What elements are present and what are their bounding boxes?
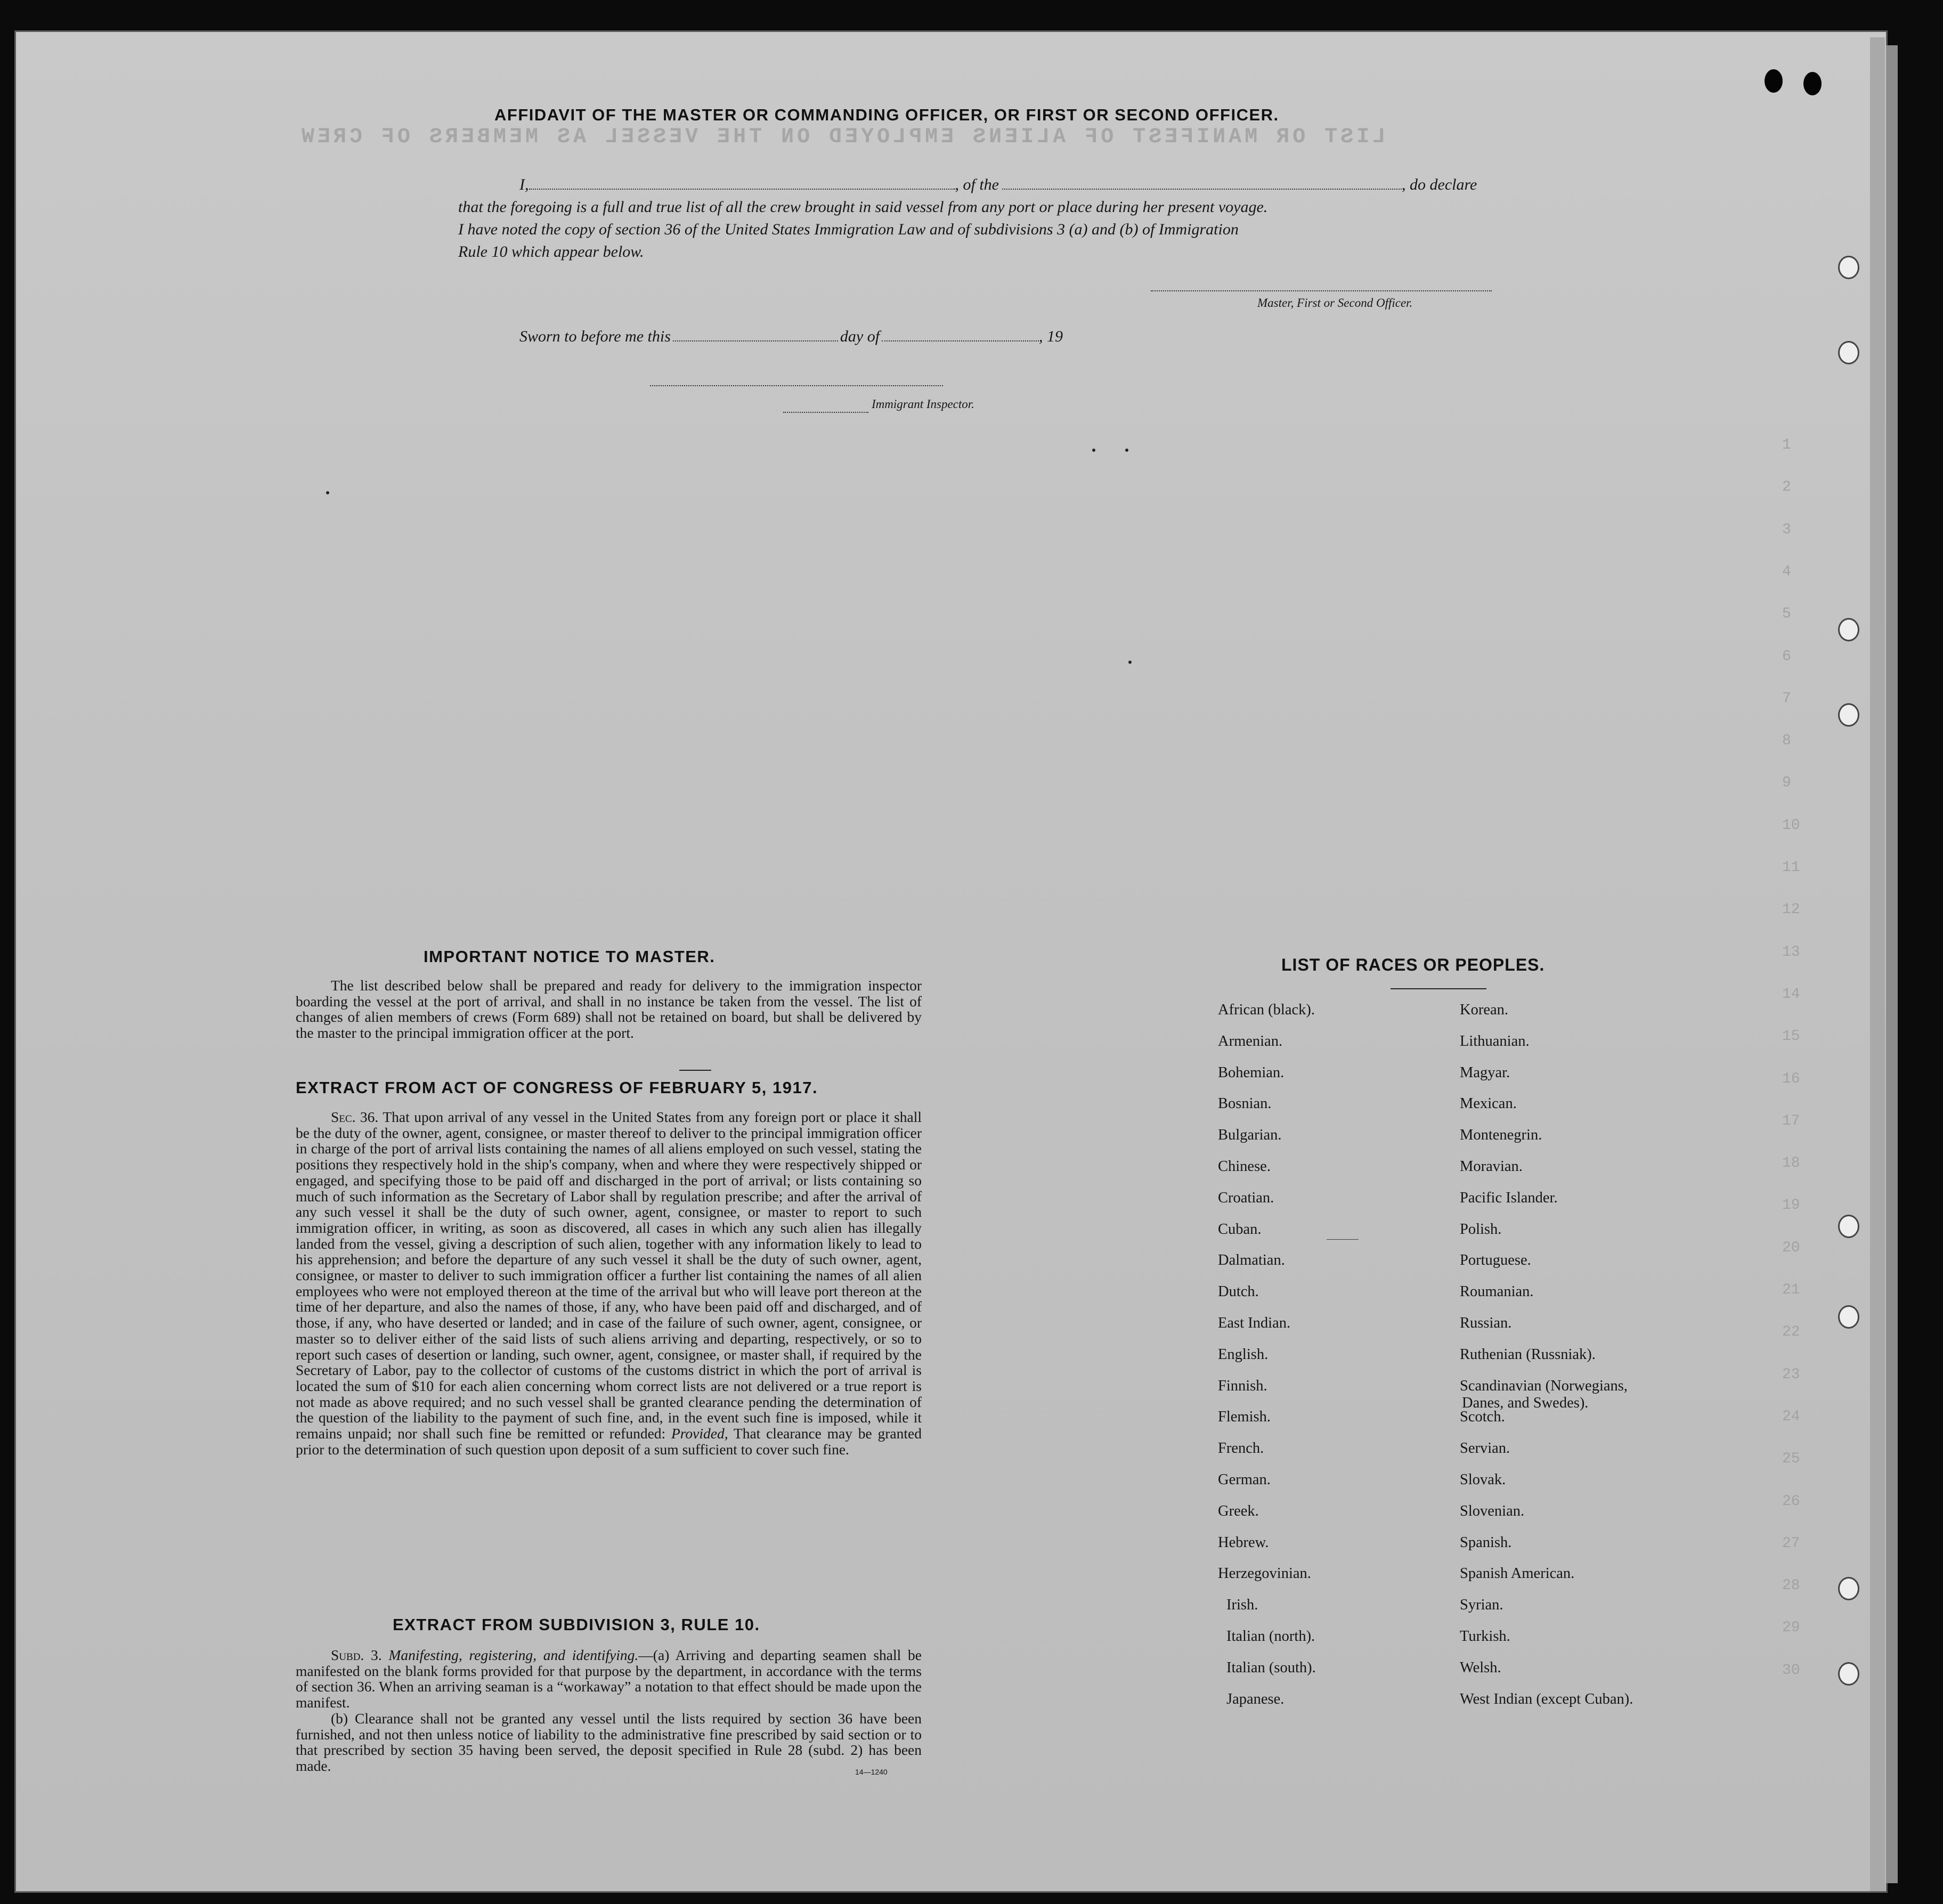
race-item: East Indian. [1218,1315,1291,1331]
sworn-month-blank[interactable] [882,340,1039,341]
master-signature-line[interactable] [1151,290,1492,291]
binder-hole [1838,1662,1859,1686]
bleed-through-row-number: 15 [1782,1028,1800,1045]
subd-b-paragraph: (b) Clearance shall not be granted any vessel until the lists required by section 36 have been furnished, and not then unless notice of liability to the administrative fine prescribed by said section or to that prescribed by section 35 having been served, the deposit specified in Rule 28 (subd. 2) has been made. [296,1710,922,1774]
inspector-signature-line-2[interactable] [783,412,868,413]
race-item: Irish. [1226,1597,1258,1614]
affidavit-title: AFFIDAVIT OF THE MASTER OR COMMANDING OFFICER, OR FIRST OR SECOND OFFICER. [494,105,1279,124]
race-item: Roumanian. [1460,1283,1534,1300]
section-36-end: That clearance may be granted prior to the determination of such question upon deposit of a sum sufficient to cover such fine. [296,1425,922,1458]
race-item: Greek. [1218,1502,1259,1519]
year-label: , 19 [1039,328,1063,345]
race-item: Dutch. [1218,1283,1259,1300]
binder-hole [1838,1577,1859,1600]
subd-a-paragraph [296,1647,922,1711]
race-item: Scotch. [1460,1409,1505,1426]
race-item: Portuguese. [1460,1252,1531,1269]
bleed-through-row-number: 4 [1782,563,1791,580]
race-item: Welsh. [1460,1659,1501,1676]
bleed-through-row-number: 13 [1782,943,1800,961]
ink-dot [1092,449,1095,452]
divider [1391,988,1486,989]
race-item: Croatian. [1218,1189,1274,1206]
extract-rule-title: EXTRACT FROM SUBDIVISION 3, RULE 10. [393,1615,760,1634]
bleed-through-row-number: 20 [1782,1239,1800,1256]
affidavit-line3: I have noted the copy of section 36 of the United States Immigration Law and of subdivisions 3 (a) and (b) of Immigration [458,221,1239,238]
section-label: Sec. 36. [331,1109,379,1125]
binder-hole [1838,1305,1859,1329]
bleed-through-row-number: 30 [1782,1662,1800,1679]
bleed-through-row-number: 3 [1782,521,1791,538]
race-item: Spanish. [1460,1534,1512,1551]
race-item: English. [1218,1346,1269,1363]
notice-paragraph: The list described below shall be prepared and ready for delivery to the immigration inspector boarding the vessel at the port of arrival, and shall in no instance be taken from the vessel. The list of changes of alien members of crews (Form 689) shall not be retained on board, but shall be delivered by the master to the principal immigration officer at the port. [296,977,922,1041]
bleed-through-row-number: 24 [1782,1408,1800,1425]
inspector-label: Immigrant Inspector. [872,397,974,411]
race-item: Flemish. [1218,1409,1271,1426]
page-edge [1870,37,1885,1891]
race-item: Cuban. [1218,1220,1262,1238]
race-item: Scandinavian (Norwegians, [1460,1377,1628,1394]
bleed-through-row-number: 9 [1782,775,1791,792]
races-title: LIST OF RACES OR PEOPLES. [1281,955,1545,974]
bleed-through-row-number: 28 [1782,1577,1800,1594]
bleed-through-row-number: 5 [1782,606,1791,623]
race-item: Russian. [1460,1315,1512,1331]
race-item: Korean. [1460,1002,1508,1018]
race-item: French. [1218,1440,1264,1457]
binder-hole [1838,618,1859,641]
binder-hole [1838,1215,1859,1238]
race-item: Hebrew. [1218,1534,1269,1551]
bleed-through-row-number: 16 [1782,1070,1800,1087]
divider [679,1070,711,1071]
extract-rule-text [296,1647,922,1774]
race-item: Bulgarian. [1218,1127,1282,1144]
form-number: 14—1240 [855,1768,888,1776]
ink-dot [326,491,329,494]
race-item: Italian (north). [1226,1628,1315,1645]
vessel-blank[interactable] [1002,189,1402,190]
subd-label: Subd. 3. [331,1647,382,1663]
binder-hole [1838,341,1859,364]
race-item: Lithuanian. [1460,1032,1530,1049]
race-item: Finnish. [1218,1377,1267,1394]
race-item: Moravian. [1460,1158,1523,1175]
bleed-through-row-number: 14 [1782,986,1800,1003]
bleed-through-row-number: 23 [1782,1366,1800,1383]
race-item: Herzegovinian. [1218,1565,1311,1582]
day-of-label: day of [840,328,880,345]
affidavit-i-label: I, [519,176,529,193]
punch-hole [1765,69,1783,93]
bleed-through-row-number: 1 [1782,437,1791,453]
bleed-through-row-number: 29 [1782,1620,1800,1637]
bleed-through-row-number: 17 [1782,1112,1800,1129]
race-item: Armenian. [1218,1032,1283,1049]
race-item: Magyar. [1460,1064,1510,1081]
sworn-day-blank[interactable] [673,340,838,341]
notice-text [296,978,922,1041]
race-item: Slovenian. [1460,1502,1525,1519]
ink-dot [1128,661,1132,664]
bleed-through-row-number: 8 [1782,733,1791,750]
race-item: Bohemian. [1218,1064,1285,1081]
race-item: Servian. [1460,1440,1510,1457]
inspector-signature-line[interactable] [650,385,943,386]
divider [1327,1239,1359,1240]
bleed-through-title: LIST OR MANIFEST OF ALIENS EMPLOYED ON THE VESSEL AS MEMBERS OF CREW [298,125,1386,149]
race-item: Pacific Islander. [1460,1189,1558,1206]
bleed-through-row-number: 12 [1782,901,1800,918]
bleed-through-row-number: 6 [1782,648,1791,665]
notice-title: IMPORTANT NOTICE TO MASTER. [424,947,716,966]
bleed-through-row-number: 21 [1782,1282,1800,1298]
race-item: Chinese. [1218,1158,1271,1175]
bleed-through-row-number: 10 [1782,817,1800,834]
race-item: Slovak. [1460,1471,1506,1488]
page-edge-shadow [1886,45,1898,1883]
affidavit-line1 [519,176,1477,194]
race-item: Mexican. [1460,1095,1517,1112]
name-blank[interactable] [529,189,955,190]
race-item: Bosnian. [1218,1095,1272,1112]
race-item: West Indian (except Cuban). [1460,1690,1633,1707]
master-signature-label: Master, First or Second Officer. [1257,296,1413,310]
subd-a-body: —(a) Arriving and departing seamen shall be manifested on the blank forms provided for that purpose by the department, in accordance with the terms of section 36. When an arriving seaman is a “workaway” a notation to that effect should be made upon the manifest. [296,1647,922,1711]
binder-hole [1838,256,1859,279]
race-item: Japanese. [1226,1690,1285,1707]
race-item: Italian (south). [1226,1659,1316,1676]
race-item: Polish. [1460,1220,1502,1238]
affidavit-declare-label: , do declare [1402,176,1477,193]
race-item: Montenegrin. [1460,1127,1542,1144]
race-item: Spanish American. [1460,1565,1575,1582]
section-36-paragraph [296,1109,922,1457]
provided-label: Provided, [671,1425,728,1442]
affidavit-line4: Rule 10 which appear below. [458,243,644,261]
race-item: Ruthenian (Russniak). [1460,1346,1596,1363]
races-list [1218,1002,1697,1710]
race-item: German. [1218,1471,1271,1488]
race-item: African (black). [1218,1002,1315,1018]
bleed-through-row-number: 7 [1782,690,1791,707]
affidavit-line2: that the foregoing is a full and true list of all the crew brought in said vessel from any port or place during her present voyage. [458,198,1268,216]
bleed-through-row-number: 19 [1782,1197,1800,1214]
bleed-through-row-number: 11 [1782,859,1800,876]
bleed-through-row-number: 2 [1782,479,1791,496]
section-36-body: That upon arrival of any vessel in the United States from any foreign port or place it shall be the duty of the owner, agent, consignee, or master thereof to deliver to the principal immigration officer in charge of the port of arrival lists containing the names of all aliens employed on such vessel, stating the positions they respectively hold in the ship's company, when and where they were respectively shipped or engaged, and specifying those to be paid off and discharged in the port of arrival; or lists containing so much of such information as the Secretary of Labor shall by regulation prescribe; and after the arrival of any such vessel it shall be the duty of such owner, agent, consignee, or master to report to such immigration officer, in writing, as soon as discovered, all cases in which any such alien has illegally landed from the vessel, giving a description of such alien, together with any information likely to lead to his apprehension; and before the departure of any such vessel it shall be the duty of such owner, agent, consignee, or master to deliver to such immigration officer a further list containing the names of all alien employees who were not employed thereon at the time of the arrival but who will leave port thereon at the time of her departure, and also the names of those, if any, who have been paid off and discharged, and of those, if any, who have deserted or landed; and in case of the failure of such owner, agent, consignee, or master so to deliver either of the said lists of such aliens arriving and departing, respectively, or so to report such cases of desertion or landing, such owner, agent, consignee, or master shall, if required by the Secretary of Labor, pay to the collector of customs of the customs district in which the port of arrival is located the sum of $10 for each alien concerning whom correct lists are not delivered or a true report is not made as above required; and no such vessel shall be granted clearance pending the determination of the question of the liability to the payment of such fine, and, in the event such fine is imposed, while it remains unpaid; nor shall such fine be remitted or refunded: [296,1109,922,1442]
extract-act-title: EXTRACT FROM ACT OF CONGRESS OF FEBRUARY 5, 1917. [296,1078,818,1097]
sworn-label: Sworn to before me this [519,328,671,345]
binder-hole [1838,703,1859,727]
extract-act-text [296,1109,922,1457]
race-item: Dalmatian. [1218,1252,1285,1269]
bleed-through-row-number: 25 [1782,1451,1800,1468]
race-item: Syrian. [1460,1597,1503,1614]
affidavit-of-the-label: , of the [955,176,999,193]
punch-hole [1803,72,1822,95]
bleed-through-row-number: 27 [1782,1535,1800,1552]
ink-dot [1125,449,1128,452]
sworn-line [519,328,1063,346]
race-item: Danes, and Swedes). [1462,1394,1589,1411]
bleed-through-row-number: 18 [1782,1155,1800,1172]
bleed-through-row-number: 26 [1782,1493,1800,1510]
bleed-through-row-number: 22 [1782,1324,1800,1341]
subd-title: Manifesting, registering, and identifying. [388,1647,639,1663]
race-item: Turkish. [1460,1628,1510,1645]
